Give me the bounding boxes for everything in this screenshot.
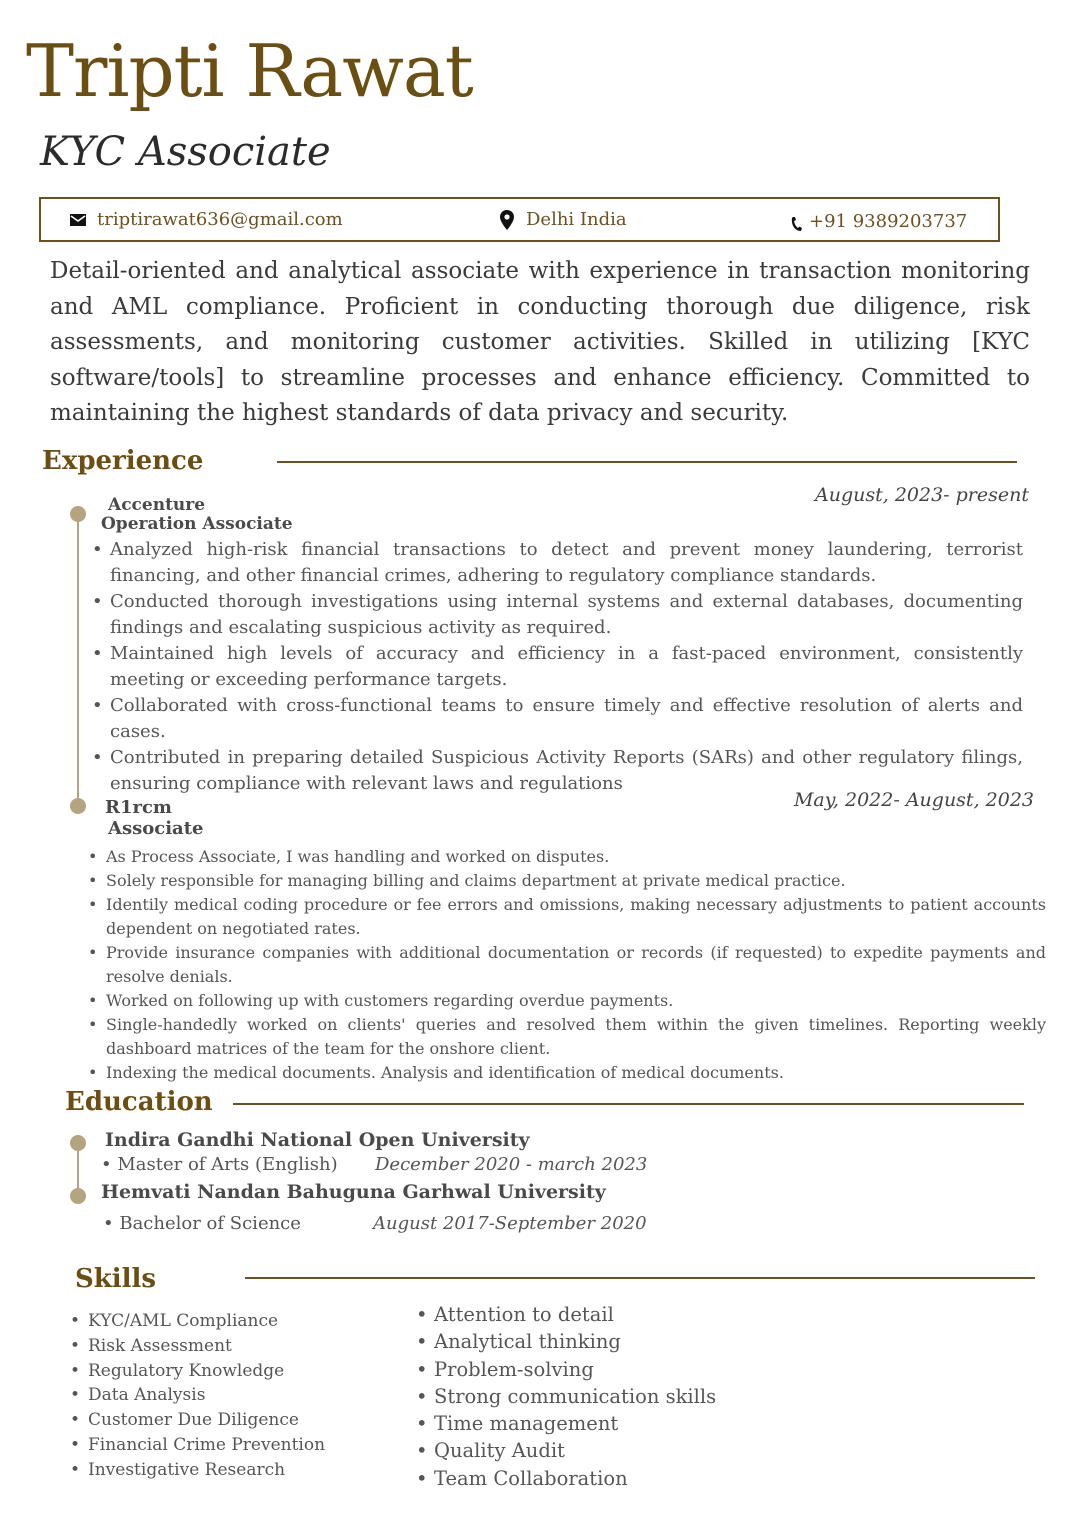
job-bullet: • As Process Associate, I was handling and worked on disputes.: [84, 845, 1046, 869]
education-school: Hemvati Nandan Bahuguna Garhwal University: [101, 1181, 606, 1203]
job-dates: May, 2022- August, 2023: [793, 789, 1034, 811]
skill-item: • Quality Audit: [412, 1437, 812, 1464]
job-role: Associate: [108, 818, 204, 839]
education-heading: Education: [65, 1087, 213, 1117]
job-role: Operation Associate: [101, 514, 293, 534]
experience-divider: [277, 461, 1017, 463]
skills-divider: [245, 1277, 1035, 1279]
skill-item: • Data Analysis: [66, 1383, 386, 1408]
contact-email[interactable]: [69, 209, 343, 230]
map-pin-icon: [498, 211, 516, 229]
education-degree: • Bachelor of Science: [103, 1213, 301, 1234]
job-bullet: • Single-handedly worked on clients' queries and resolved them within the given timelines. Reporting weekly dashboard matrices of the team for the onshore client.: [84, 1013, 1046, 1061]
job-bullet: • Contributed in preparing detailed Suspicious Activity Reports (SARs) and other regulatory filings, ensuring compliance with relevant laws and regulations: [88, 745, 1023, 797]
job-bullet: • Identily medical coding procedure or fee errors and omissions, making necessary adjustments to patient accounts dependent on negotiated rates.: [84, 893, 1046, 941]
timeline-dot: [70, 798, 86, 814]
skill-item: • Strong communication skills: [412, 1383, 812, 1410]
job-bullet: • Indexing the medical documents. Analysis and identification of medical documents.: [84, 1061, 1046, 1085]
skill-item: • Risk Assessment: [66, 1334, 386, 1359]
phone-icon: [787, 215, 805, 233]
education-degree: • Master of Arts (English): [101, 1154, 338, 1175]
job-bullet: • Collaborated with cross-functional teams to ensure timely and effective resolution of alerts and cases.: [88, 693, 1023, 745]
skills-list-primary: [66, 1309, 386, 1483]
education-degree-text: Master of Arts (English): [117, 1154, 338, 1175]
job-dates: August, 2023- present: [815, 484, 1029, 506]
contact-location: [498, 209, 627, 230]
education-dates: August 2017-September 2020: [373, 1213, 647, 1234]
contact-bar: [39, 197, 1000, 242]
job-bullet: • Worked on following up with customers regarding overdue payments.: [84, 989, 1046, 1013]
skill-item: • Investigative Research: [66, 1458, 386, 1483]
skills-heading: Skills: [75, 1264, 157, 1294]
envelope-icon: [69, 211, 87, 229]
skill-item: • KYC/AML Compliance: [66, 1309, 386, 1334]
experience-timeline: [77, 514, 79, 806]
candidate-name: Tripti Rawat: [26, 29, 473, 113]
contact-phone[interactable]: [787, 209, 967, 233]
job-bullet: • Conducted thorough investigations using internal systems and external databases, documenting findings and escalating suspicious activity as required.: [88, 589, 1023, 641]
experience-heading: Experience: [42, 446, 204, 476]
job-bullets: [84, 845, 1046, 1085]
email-text: triptirawat636@gmail.com: [97, 209, 343, 230]
timeline-dot: [70, 1135, 86, 1151]
job-bullet: • Solely responsible for managing billing and claims department at private medical practice.: [84, 869, 1046, 893]
education-degree-text: Bachelor of Science: [119, 1213, 301, 1234]
timeline-dot: [70, 1188, 86, 1204]
location-text: Delhi India: [526, 209, 627, 230]
skill-item: • Regulatory Knowledge: [66, 1359, 386, 1384]
job-bullets: [88, 537, 1023, 797]
job-title: KYC Associate: [40, 129, 331, 175]
job-company: Accenture: [108, 495, 206, 515]
timeline-dot: [70, 506, 86, 522]
skill-item: • Problem-solving: [412, 1356, 812, 1383]
phone-text: +91 9389203737: [809, 210, 968, 232]
skill-item: • Time management: [412, 1410, 812, 1437]
profile-summary: Detail-oriented and analytical associate with experience in transaction monitoring and AML compliance. Proficient in conducting thorough due diligence, risk assessments, and monitoring customer activities. Skilled in utilizing [KYC software/tools] to streamline processes and enhance efficiency. Committed to maintaining the highest standards of data privacy and security.: [50, 258, 1030, 426]
education-school: Indira Gandhi National Open University: [105, 1129, 530, 1151]
job-company: R1rcm: [105, 797, 172, 818]
job-bullet: • Provide insurance companies with additional documentation or records (if requested) to expedite payments and resolve denials.: [84, 941, 1046, 989]
job-bullet: • Maintained high levels of accuracy and efficiency in a fast-paced environment, consistently meeting or exceeding performance targets.: [88, 641, 1023, 693]
education-dates: December 2020 - march 2023: [375, 1154, 648, 1175]
job-bullet: • Analyzed high-risk financial transactions to detect and prevent money laundering, terrorist financing, and other financial crimes, adhering to regulatory compliance standards.: [88, 537, 1023, 589]
skill-item: • Team Collaboration: [412, 1465, 812, 1492]
skills-list-secondary: [412, 1301, 812, 1492]
skill-item: • Analytical thinking: [412, 1328, 812, 1355]
skill-item: • Attention to detail: [412, 1301, 812, 1328]
skill-item: • Customer Due Diligence: [66, 1408, 386, 1433]
skill-item: • Financial Crime Prevention: [66, 1433, 386, 1458]
education-divider: [233, 1103, 1024, 1105]
